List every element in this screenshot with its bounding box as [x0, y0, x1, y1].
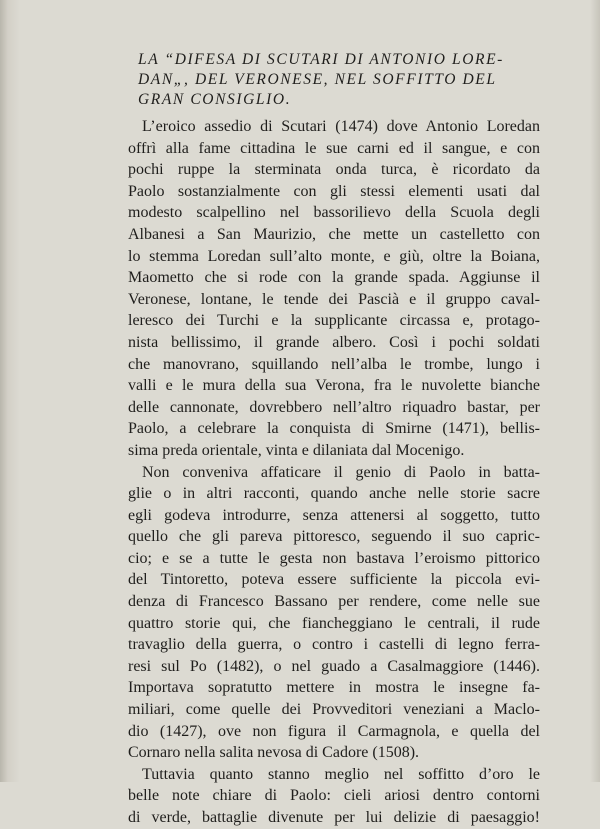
text-line: valli e le mura della sua Verona, fra le nuvolette bianche: [128, 377, 540, 395]
text-line: pochi ruppe la sterminata onda turca, è ricordato da: [128, 161, 540, 179]
text-line: Cornaro nella salita nevosa di Cadore (1508).: [128, 744, 420, 762]
heading-line: LA “DIFESA DI SCUTARI DI ANTONIO LORE-: [138, 51, 504, 68]
text-line: quello che gli pareva pittoresco, seguendo il suo capric-: [128, 528, 540, 546]
text-line: resi sul Po (1482), o nel guado a Casalmaggiore (1446).: [128, 657, 540, 675]
text-line: Importava sopratutto mettere in mostra le insegne fa-: [128, 679, 540, 697]
text-line: sima preda orientale, vinta e dilaniata dal Mocenigo.: [128, 441, 465, 459]
text-line: Paolo sostanzialmente con gli stessi elementi usati dal: [128, 182, 540, 200]
text-line: L’eroico assedio di Scutari (1474) dove Antonio Loredan: [142, 118, 540, 135]
text-line: Paolo, a celebrare la conquista di Smirne (1471), bellis-: [128, 420, 540, 438]
text-line: modesto scalpellino nel bassorilievo della Scuola degli: [128, 204, 540, 222]
text-line: miliari, come quelle dei Provveditori veneziani a Maclo-: [128, 701, 540, 719]
text-line: glie o in altri racconti, quando anche nelle storie sacre: [128, 485, 540, 503]
chapter-heading: [138, 50, 558, 110]
text-line: travaglio della guerra, o contro i castelli di legno ferra-: [128, 636, 540, 654]
text-line: Maometto che si rode con la grande spada. Aggiunse il: [128, 269, 540, 287]
text-line: belle note chiare di Paolo: cieli ariosi dentro contorni: [128, 787, 540, 805]
text-line: leresco dei Turchi e la supplicante circassa e, protago-: [128, 312, 540, 330]
body-text: [128, 116, 540, 829]
text-line: dio (1427), ove non figura il Carmagnola, e quella del: [128, 722, 540, 740]
heading-line: GRAN CONSIGLIO.: [138, 91, 292, 108]
text-line: delle cannonate, dovrebbero nell’altro riquadro bastar, per: [128, 398, 540, 416]
text-line: denza di Francesco Bassano per rendere, come nelle sue: [128, 593, 540, 611]
text-line: lo stemma Loredan sull’alto monte, e giù, oltre la Boiana,: [128, 247, 540, 265]
text-line: quattro storie qui, che fiancheggiano le centrali, il rude: [128, 614, 540, 632]
text-line: Veronese, lontane, le tende dei Pascià e il gruppo caval-: [128, 290, 540, 308]
text-line: che manovrano, squillando nell’alba le trombe, lungo i: [128, 355, 540, 373]
text-line: egli godeva introdurre, senza attenersi al soggetto, tutto: [128, 506, 540, 524]
text-line: del Tintoretto, poteva essere sufficiente la piccola evi-: [128, 571, 540, 589]
page-gutter-shadow: [0, 0, 20, 782]
text-line: Tuttavia quanto stanno meglio nel soffitto d’oro le: [142, 765, 540, 783]
text-line: offrì alla fame cittadina le sue carni ed il sangue, e con: [128, 139, 540, 157]
page-edge-shadow: [590, 0, 600, 782]
text-line: Albanesi a San Maurizio, che mette un castelletto con: [128, 225, 540, 243]
heading-line: DAN„, DEL VERONESE, NEL SOFFITTO DEL: [138, 71, 497, 88]
text-line: di verde, battaglie divenute per lui delizie di paesaggio!: [128, 809, 540, 826]
text-line: Non conveniva affaticare il genio di Paolo in batta-: [142, 463, 540, 481]
text-line: cio; e se a tutte le gesta non bastava l’eroismo pittorico: [128, 549, 540, 567]
text-line: nista bellissimo, il grande albero. Così i pochi soldati: [128, 333, 540, 351]
